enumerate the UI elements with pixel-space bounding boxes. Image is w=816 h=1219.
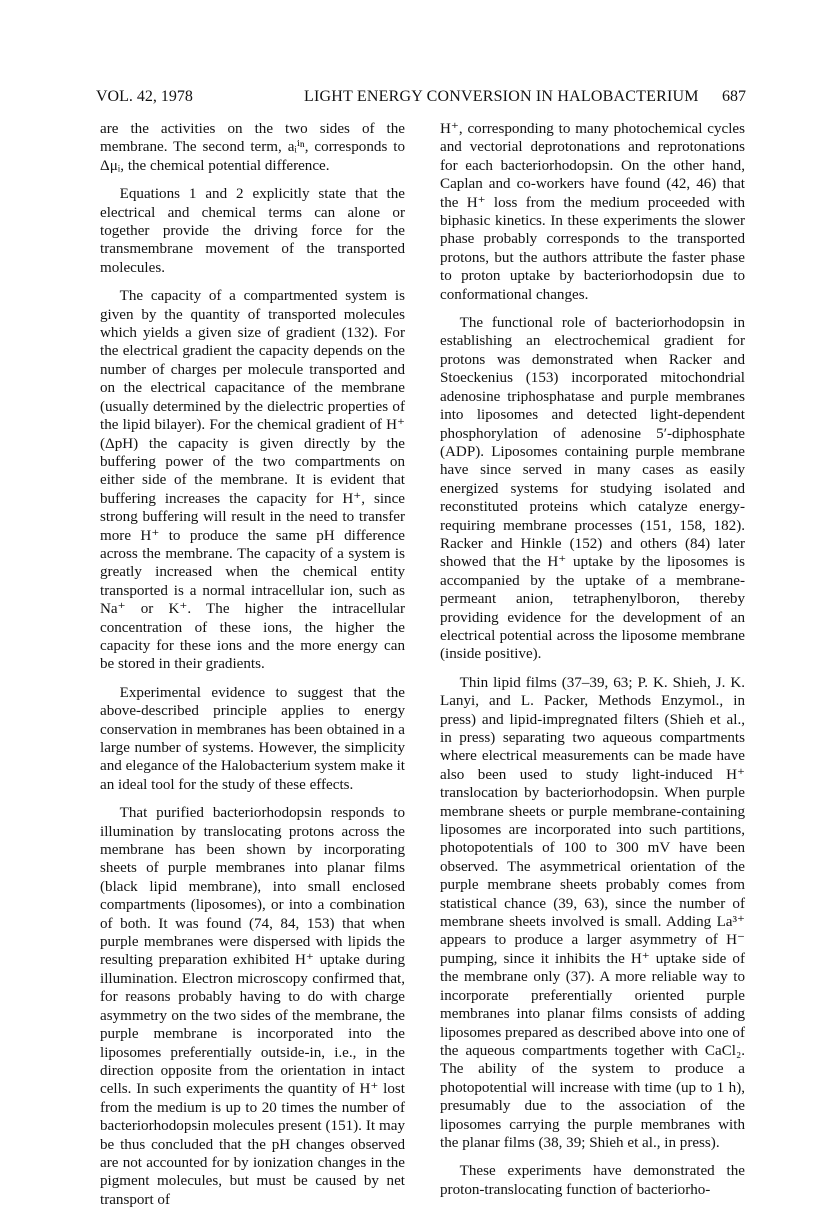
running-title: LIGHT ENERGY CONVERSION IN HALOBACTERIUM — [304, 88, 699, 105]
paragraph: Thin lipid films (37–39, 63; P. K. Shieh, J. K. Lanyi, and L. Packer, Methods Enzymol., in press) and lipid-impregnated filters (Shieh et al., in press) separating two aqueous compartments where electrical measurements can be made have also been used to study light-induced H⁺ translocation by bacteriorhodopsin. When purple membrane sheets or purple membrane-containing liposomes are incorporated into such partitions, photopotentials of 100 to 300 mV have been observed. The asymmetrical orientation of the purple membrane sheets probably comes from statistical chance (39, 63), since the number of membrane sheets involved is small. Adding La³⁺ appears to produce a larger asymmetry of H⁻ pumping, since it inhibits the H⁺ uptake side of the membrane only (37). A more reliable way to incorporate preferentially oriented purple membranes into planar films consists of adding liposomes prepared as described above into one of the aqueous compartments together with CaCl₂. The ability of the system to produce a photopotential will increase with time (up to 1 h), presumably due to the association of the liposomes carrying the purple membranes with the planar films (38, 39; Shieh et al., in press). — [440, 674, 745, 1151]
right-column — [440, 120, 745, 1209]
page-number: 687 — [722, 88, 746, 105]
paragraph: Experimental evidence to suggest that the above-described principle applies to energy conservation in membranes has been obtained in a large number of systems. However, the simplicity and elegance of the Halobacterium system make it an ideal tool for the study of these effects. — [100, 684, 405, 793]
paragraph: The capacity of a compartmented system is given by the quantity of transported molecules which yields a given size of gradient (132). For the electrical gradient the capacity depends on the number of charges per molecule transported and on the electrical capacitance of the membrane (usually determined by the dielectric properties of the lipid bilayer). For the chemical gradient of H⁺ (ΔpH) the capacity is given directly by the buffering power of the two compartments on either side of the membrane. It is evident that buffering increases the capacity for H⁺, since strong buffering will result in the need to transfer more H⁺ to produce the same pH difference across the membrane. The capacity of a system is greatly increased when the chemical entity transported is a normal intracellular ion, such as Na⁺ or K⁺. The higher the intracellular concentration of these ions, the higher the capacity for these ions and the more energy can be stored in their gradients. — [100, 288, 405, 673]
paragraph: The functional role of bacteriorhodopsin in establishing an electrochemical gradient for protons was demonstrated when Racker and Stoeckenius (153) incorporated mitochondrial adenosine triphosphatase and purple membranes into liposomes and detected light-dependent phosphorylation of adenosine 5′-diphosphate (ADP). Liposomes containing purple membrane have since served in many cases as easily energized systems for studying isolated and reconstituted proteins which catalyze energy-requiring membrane processes (151, 158, 182). Racker and Hinkle (152) and others (84) later showed that the H⁺ uptake by the liposomes is accompanied by the uptake of a membrane-permeant anion, tetraphenylboron, thereby providing evidence for the development of an electrical potential across the liposome membrane (inside positive). — [440, 315, 745, 663]
paragraph: H⁺, corresponding to many photochemical cycles and vectorial deprotonations and reprotonations for each bacteriorhodopsin. On the other hand, Caplan and co-workers have found (42, 46) that the H⁺ loss from the medium proceeded with biphasic kinetics. In these experiments the slower phase probably corresponds to the transported protons, but the authors attribute the faster phase to proton uptake by bacteriorhodopsin due to conformational changes. — [440, 121, 745, 303]
paragraph: These experiments have demonstrated the proton-translocating function of bacteriorho- — [440, 1163, 745, 1198]
paragraph: That purified bacteriorhodopsin responds to illumination by translocating protons across the membrane has been shown by incorporating sheets of purple membranes into planar films (black lipid membrane), into small enclosed compartments (liposomes), or into a combination of both. It was found (74, 84, 153) that when purple membranes were dispersed with lipids the resulting preparation exhibited H⁺ uptake during illumination. Electron microscopy confirmed that, for reasons probably having to do with charge asymmetry on the two sides of the membrane, the purple membrane is incorporated into the liposomes preferentially outside-in, i.e., in the direction opposite from the orientation in intact cells. In such experiments the quantity of H⁺ lost from the medium is up to 20 times the number of bacteriorhodopsin molecules present (151). It may be thus concluded that the pH changes observed are not accounted for by ionization changes in the pigment molecules, but must be caused by net transport of — [100, 805, 405, 1208]
volume-label: VOL. 42, 1978 — [96, 88, 193, 105]
running-header — [96, 88, 746, 110]
paragraph: are the activities on the two sides of the membrane. The second term, aᵢⁱⁿ, corresponds to Δμᵢ, the chemical potential difference. — [100, 121, 405, 174]
left-column — [100, 120, 405, 1219]
paragraph: Equations 1 and 2 explicitly state that the electrical and chemical terms can alone or together provide the driving force for the transmembrane movement of the transported molecules. — [100, 186, 405, 276]
